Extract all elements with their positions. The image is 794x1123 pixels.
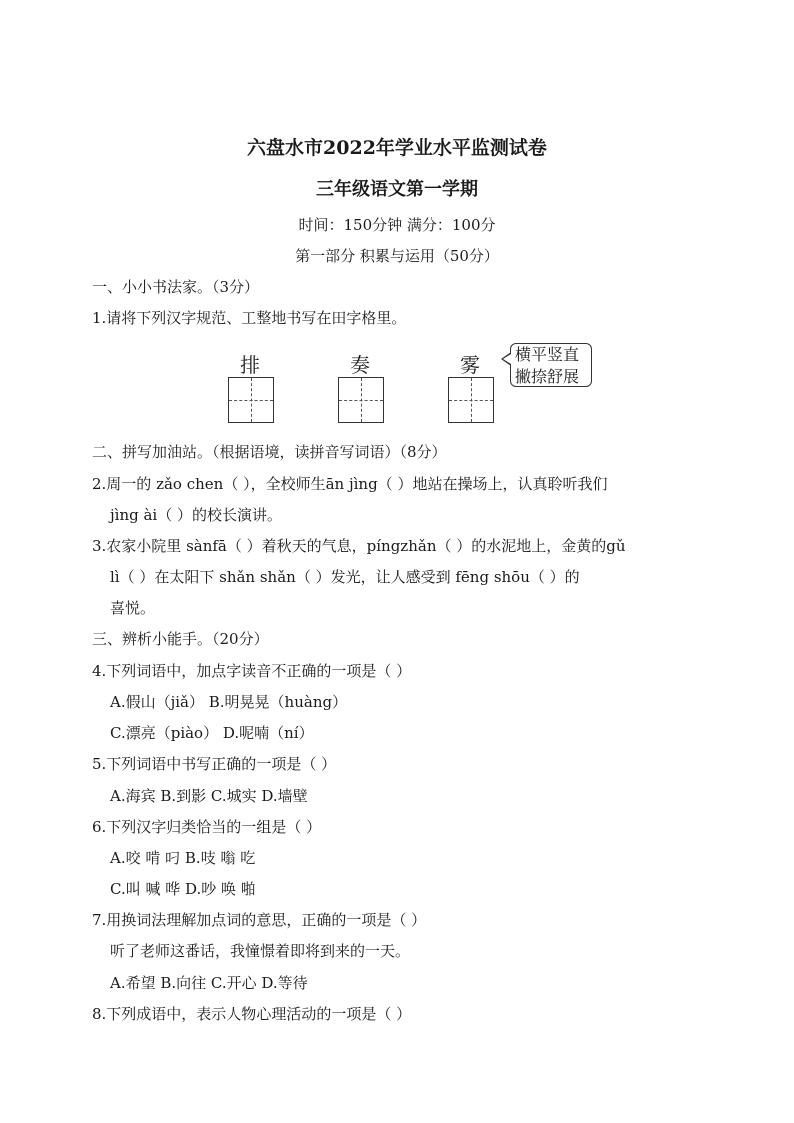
section2-heading: 二、拼写加油站。（根据语境，读拼音写词语）（8分） [92,443,447,461]
bubble-line-1: 横平竖直 [515,345,580,364]
question-7: 7.用换词法理解加点词的意思，正确的一项是（ ） [92,911,427,929]
question-6-options-cd: C.叫 喊 哗 D.吵 唤 啪 [110,880,256,898]
char-pai: 排 [240,353,260,377]
section3-heading: 三、辨析小能手。（20分） [92,630,269,648]
exam-subtitle: 三年级语文第一学期 [316,179,478,200]
bubble-tail-inner [503,354,511,364]
section1-heading: 一、小小书法家。（3分） [92,278,260,296]
question-5-options: A.海宾 B.到影 C.城实 D.墙壁 [110,787,308,805]
question-3-line-3: 喜悦。 [110,599,156,617]
question-8: 8.下列成语中，表示人物心理活动的一项是（ ） [92,1005,412,1023]
tip-bubble [510,343,592,387]
question-7-options: A.希望 B.向往 C.开心 D.等待 [110,974,308,992]
question-7-sentence: 听了老师这番话，我憧憬着即将到来的一天。 [110,942,411,960]
tian-grid-2[interactable] [338,377,384,423]
question-6-options-ab: A.咬 啃 叼 B.吱 嗡 吃 [110,849,256,867]
question-3-line-2: lì（ ）在太阳下 shǎn shǎn（ ）发光，让人感受到 fēng shōu（ ）的 [110,568,580,586]
question-4: 4.下列词语中，加点字读音不正确的一项是（ ） [92,662,412,680]
question-2-line-1: 2.周一的 zǎo chen（ ），全校师生ān jìng（ ）地站在操场上，认真聆听我们 [92,475,608,493]
bubble-line-2: 撇捺舒展 [515,367,580,386]
char-wu: 雾 [460,353,480,377]
question-1: 1.请将下列汉字规范、工整地书写在田字格里。 [92,309,407,327]
char-zou: 奏 [350,353,370,377]
part-heading: 第一部分 积累与运用（50分） [295,247,499,265]
question-4-options-cd: C.漂亮（piào） D.呢喃（ní） [110,724,314,742]
question-6: 6.下列汉字归类恰当的一组是（ ） [92,818,322,836]
tian-grid-1[interactable] [228,377,274,423]
question-5: 5.下列词语中书写正确的一项是（ ） [92,755,337,773]
exam-title: 六盘水市2022年学业水平监测试卷 [247,137,547,159]
question-3-line-1: 3.农家小院里 sànfā（ ）着秋天的气息，píngzhǎn（ ）的水泥地上，金黄的gǔ [92,537,626,555]
question-4-options-ab: A.假山（jiǎ） B.明晃晃（huàng） [110,693,348,711]
tian-grid-3[interactable] [448,377,494,423]
time-and-score: 时间：150分钟 满分：100分 [298,216,496,234]
question-2-line-2: jìng ài（ ）的校长演讲。 [110,506,282,524]
